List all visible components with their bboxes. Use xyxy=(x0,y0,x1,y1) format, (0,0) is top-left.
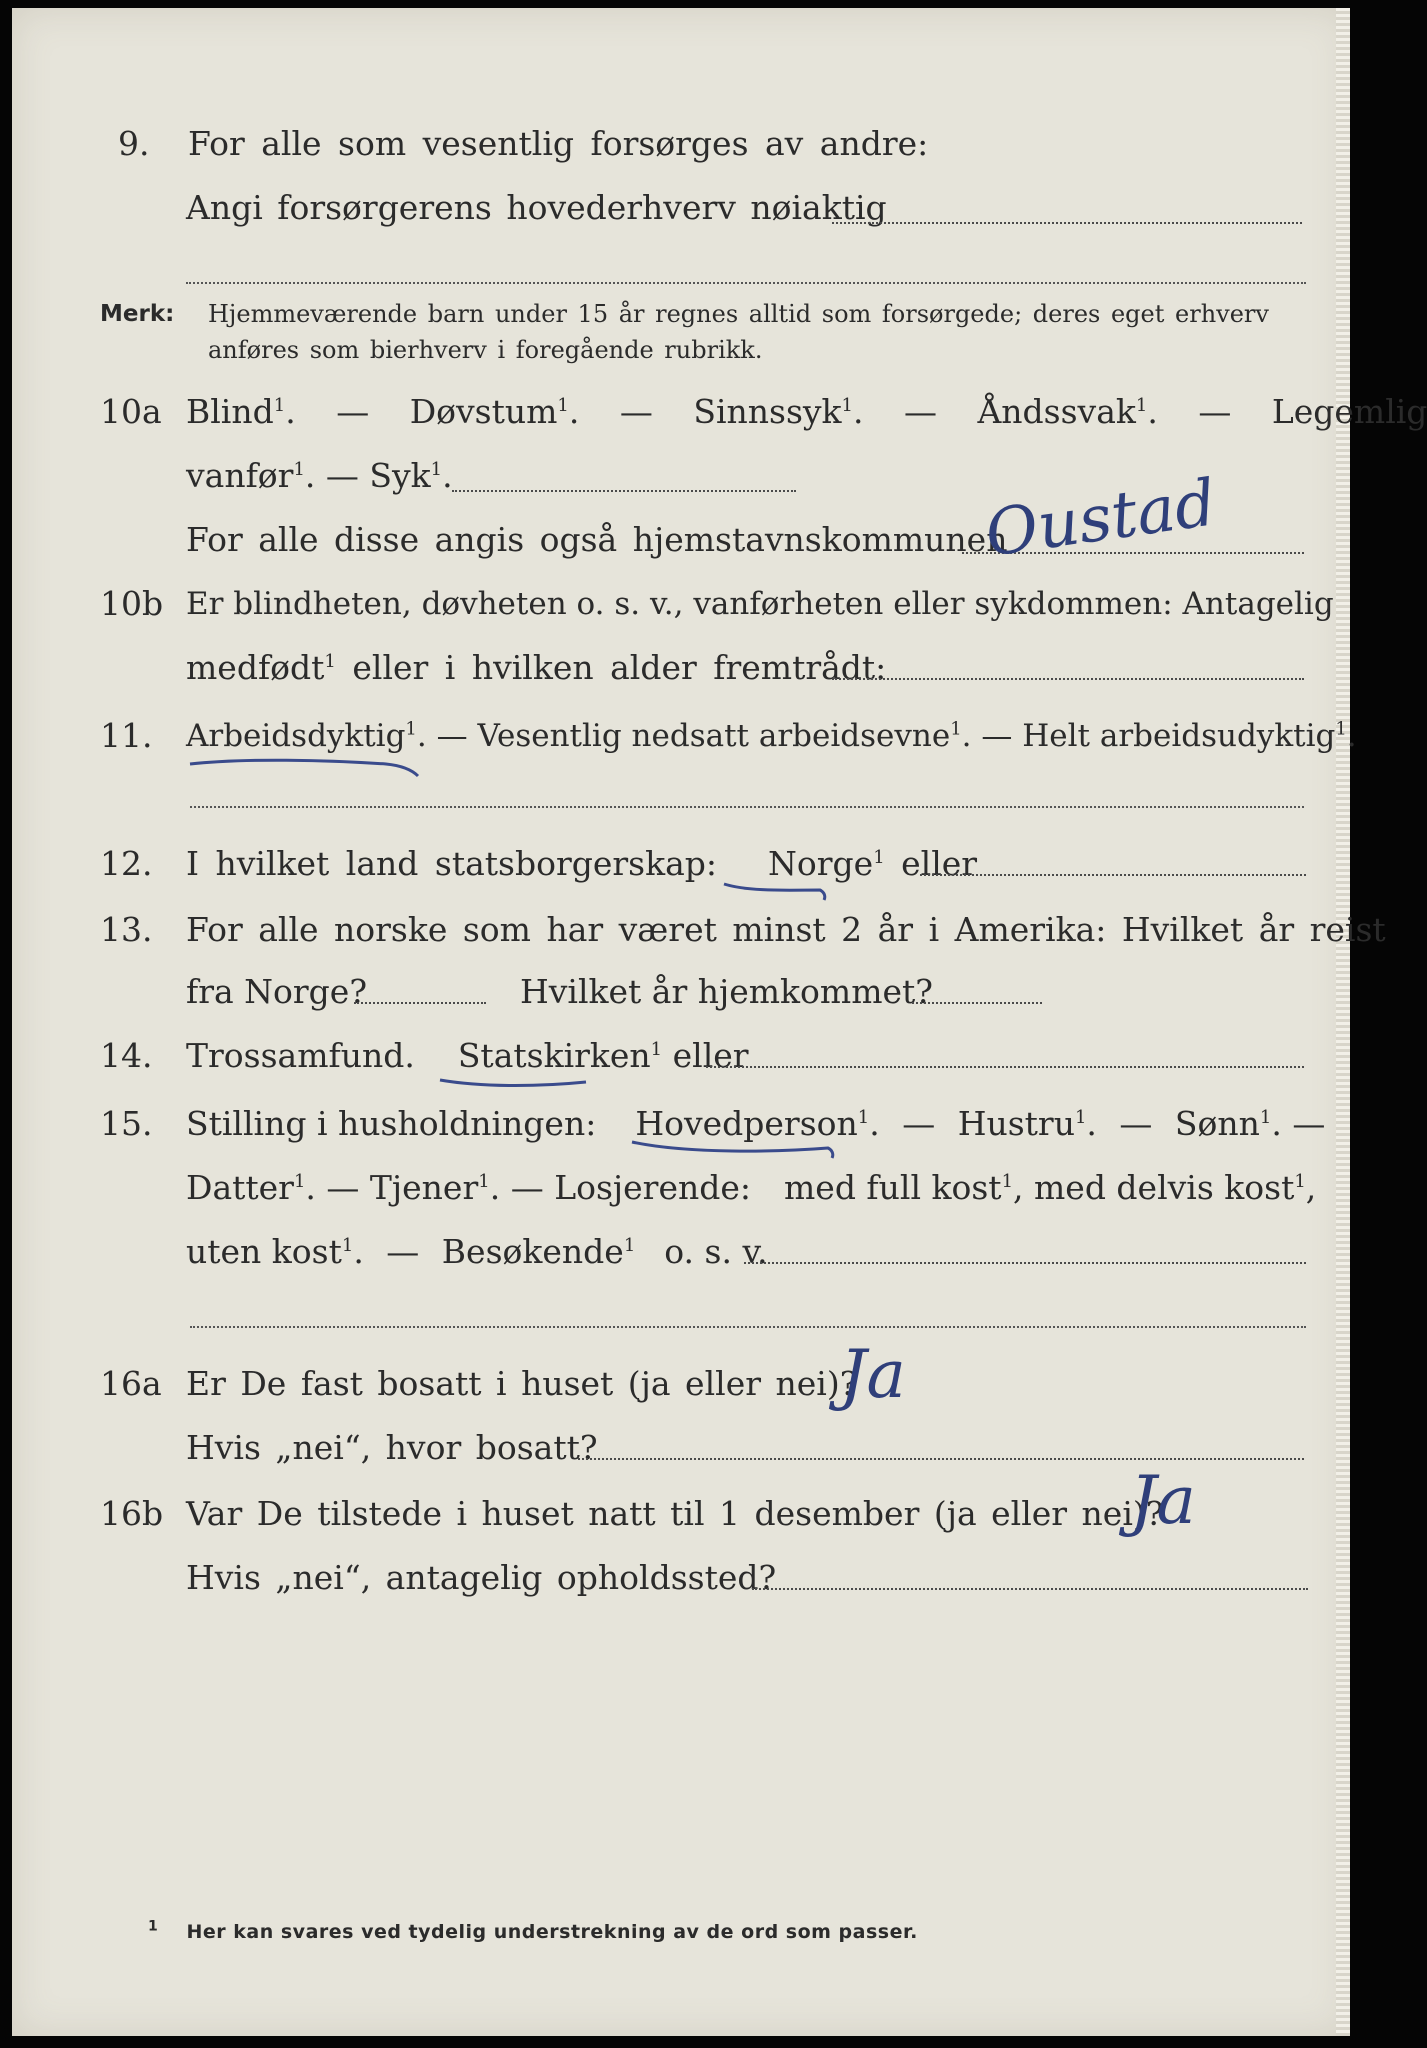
footnote-mark: 1 xyxy=(841,395,853,416)
opt-datter[interactable]: Datter xyxy=(186,1168,294,1207)
dash: — xyxy=(325,456,359,495)
opt-full-kost[interactable]: med full kost xyxy=(784,1168,1002,1207)
q12-eller: eller xyxy=(901,844,978,883)
footnote-mark: 1 xyxy=(857,1107,870,1128)
q13-line2b: Hvilket år hjemkommet? xyxy=(520,972,933,1011)
footnote-mark: 1 xyxy=(293,1171,306,1192)
q16b-answer-line[interactable] xyxy=(752,1588,1308,1590)
q9-answer-line[interactable] xyxy=(832,222,1302,224)
footnote-mark: 1 xyxy=(405,718,417,740)
underline-hovedperson xyxy=(628,1138,838,1162)
dash: — xyxy=(436,718,468,754)
opt-sonn[interactable]: Sønn xyxy=(1174,1104,1260,1143)
dash: — xyxy=(326,1168,360,1207)
opt-hustru[interactable]: Hustru xyxy=(957,1104,1075,1143)
q12-number: 12. xyxy=(100,844,153,883)
q10a-handwritten-answer: Oustad xyxy=(980,466,1221,572)
footnote-mark: 1 xyxy=(293,459,305,480)
merk-line1: Hjemmeværende barn under 15 år regnes alltid som forsørgede; deres eget erhverv xyxy=(208,300,1269,328)
opt-blind[interactable]: Blind xyxy=(186,392,274,431)
footnote-mark: 1 xyxy=(950,718,962,740)
q10b-line1: Er blindheten, døvheten o. s. v., vanførheten eller sykdommen: Antagelig xyxy=(186,586,1334,622)
footnote-mark: 1 xyxy=(478,1171,490,1192)
q13-hjemkommet-line[interactable] xyxy=(912,1002,1042,1004)
q14-answer-line[interactable] xyxy=(706,1066,1304,1068)
opt-helt-arbeidsudyktig[interactable]: Helt arbeidsudyktig xyxy=(1022,718,1336,754)
perforated-edge xyxy=(1336,8,1350,2036)
footnote-mark: 1 xyxy=(324,651,336,672)
dash: — xyxy=(1292,1104,1326,1143)
merk-line2: anføres som bierhverv i foregående rubrikk. xyxy=(208,336,763,364)
footnote-mark: 1 xyxy=(1335,718,1347,740)
dash: — xyxy=(1119,1104,1153,1143)
footnote-mark: 1 xyxy=(1135,395,1148,416)
q15-osv: o. s. v. xyxy=(664,1232,768,1271)
dash: — xyxy=(903,392,937,431)
q10a-syk-line[interactable] xyxy=(452,490,796,492)
opt-medfodt[interactable]: medfødt xyxy=(186,648,325,687)
footnote-mark: 1 xyxy=(1001,1171,1014,1192)
q10b-number: 10b xyxy=(100,584,164,623)
q16b-number: 16b xyxy=(100,1494,164,1533)
footnote-mark: 1 xyxy=(650,1039,663,1060)
q10a-number: 10a xyxy=(100,392,162,431)
opt-besokende[interactable]: Besøkende xyxy=(441,1232,624,1271)
opt-andssvak[interactable]: Åndssvak xyxy=(977,392,1136,431)
q10b-line2-rest: eller i hvilken alder fremtrådt: xyxy=(352,648,887,687)
opt-syk[interactable]: Syk xyxy=(369,456,431,495)
opt-delvis-kost[interactable]: med delvis kost xyxy=(1034,1168,1295,1207)
dash: — xyxy=(336,392,370,431)
opt-legemlig[interactable]: Legemlig xyxy=(1271,392,1427,431)
q9-number: 9. xyxy=(118,124,150,163)
q10b-answer-line[interactable] xyxy=(832,678,1304,680)
q13-line2a: fra Norge? xyxy=(186,972,368,1011)
q14-text: Trossamfund. xyxy=(186,1036,415,1075)
footnote-text: Her kan svares ved tydelig understrekning av de ord som passer. xyxy=(186,1921,918,1943)
footnote-mark: 1 xyxy=(341,1235,354,1256)
q16a-number: 16a xyxy=(100,1364,162,1403)
underline-arbeidsdyktig xyxy=(186,754,426,780)
footnote-mark: 1 xyxy=(623,1235,636,1256)
dash: — xyxy=(510,1168,544,1207)
q13-reist-line[interactable] xyxy=(354,1002,486,1004)
q15-extra-line[interactable] xyxy=(190,1326,1306,1328)
q11-number: 11. xyxy=(100,716,153,755)
q10a-line3: For alle disse angis også hjemstavnskommunen xyxy=(186,520,1008,559)
dash: — xyxy=(981,718,1013,754)
q12-answer-line[interactable] xyxy=(920,874,1306,876)
opt-vanfor[interactable]: vanfør xyxy=(186,456,294,495)
footnote-mark: 1 xyxy=(1294,1171,1306,1192)
q11-extra-line[interactable] xyxy=(190,806,1304,808)
q15-answer-line[interactable] xyxy=(744,1262,1306,1264)
footnote-mark: 1 xyxy=(1074,1107,1087,1128)
q16b-line2: Hvis „nei“, antagelig opholdssted? xyxy=(186,1558,777,1597)
merk-label: Merk: xyxy=(100,301,175,327)
q14-number: 14. xyxy=(100,1036,153,1075)
q9-line2: Angi forsørgerens hovederhverv nøiaktig xyxy=(186,188,887,227)
underline-statskirken xyxy=(436,1074,596,1096)
q16b-handwritten-answer: Ja xyxy=(1130,1462,1196,1539)
footnote-mark: 1 xyxy=(873,847,885,868)
footnote-symbol: 1 xyxy=(148,1918,159,1935)
q16b-line1: Var De tilstede i huset natt til 1 desember (ja eller nei)? xyxy=(186,1494,1164,1533)
opt-vesentlig-nedsatt[interactable]: Vesentlig nedsatt arbeidsevne xyxy=(477,718,951,754)
q15-losjerende: Losjerende: xyxy=(554,1168,751,1207)
opt-uten-kost[interactable]: uten kost xyxy=(186,1232,342,1271)
q16a-line1: Er De fast bosatt i huset (ja eller nei)? xyxy=(186,1364,858,1403)
footnote-mark: 1 xyxy=(430,459,443,480)
dash: — xyxy=(902,1104,936,1143)
opt-norge[interactable]: Norge xyxy=(768,844,874,883)
q12-text: I hvilket land statsborgerskap: xyxy=(186,844,718,883)
q16a-answer-line[interactable] xyxy=(578,1458,1304,1460)
q15-number: 15. xyxy=(100,1104,153,1143)
footnote-mark: 1 xyxy=(557,395,569,416)
q14-eller: eller xyxy=(672,1036,749,1075)
q9-extra-line[interactable] xyxy=(186,282,1306,284)
q13-line1: For alle norske som har været minst 2 år i Amerika: Hvilket år reist xyxy=(186,910,1386,949)
footnote-mark: 1 xyxy=(273,395,286,416)
opt-statskirken[interactable]: Statskirken xyxy=(457,1036,651,1075)
dash: — xyxy=(1198,392,1232,431)
dash: — xyxy=(619,392,653,431)
opt-dovstum[interactable]: Døvstum xyxy=(409,392,558,431)
q16a-line2: Hvis „nei“, hvor bosatt? xyxy=(186,1428,598,1467)
q15-text: Stilling i husholdningen: xyxy=(186,1104,597,1143)
q9-line1: For alle som vesentlig forsørges av andre: xyxy=(188,124,929,163)
opt-sinnssyk[interactable]: Sinnssyk xyxy=(693,392,842,431)
opt-tjener[interactable]: Tjener xyxy=(369,1168,479,1207)
footnote-mark: 1 xyxy=(1259,1107,1272,1128)
dash: — xyxy=(386,1232,420,1271)
underline-norge xyxy=(720,878,830,902)
opt-hovedperson[interactable]: Hovedperson xyxy=(635,1104,858,1143)
q13-number: 13. xyxy=(100,910,153,949)
opt-arbeidsdyktig[interactable]: Arbeidsdyktig xyxy=(186,718,406,754)
q16a-handwritten-answer: Ja xyxy=(840,1336,906,1413)
